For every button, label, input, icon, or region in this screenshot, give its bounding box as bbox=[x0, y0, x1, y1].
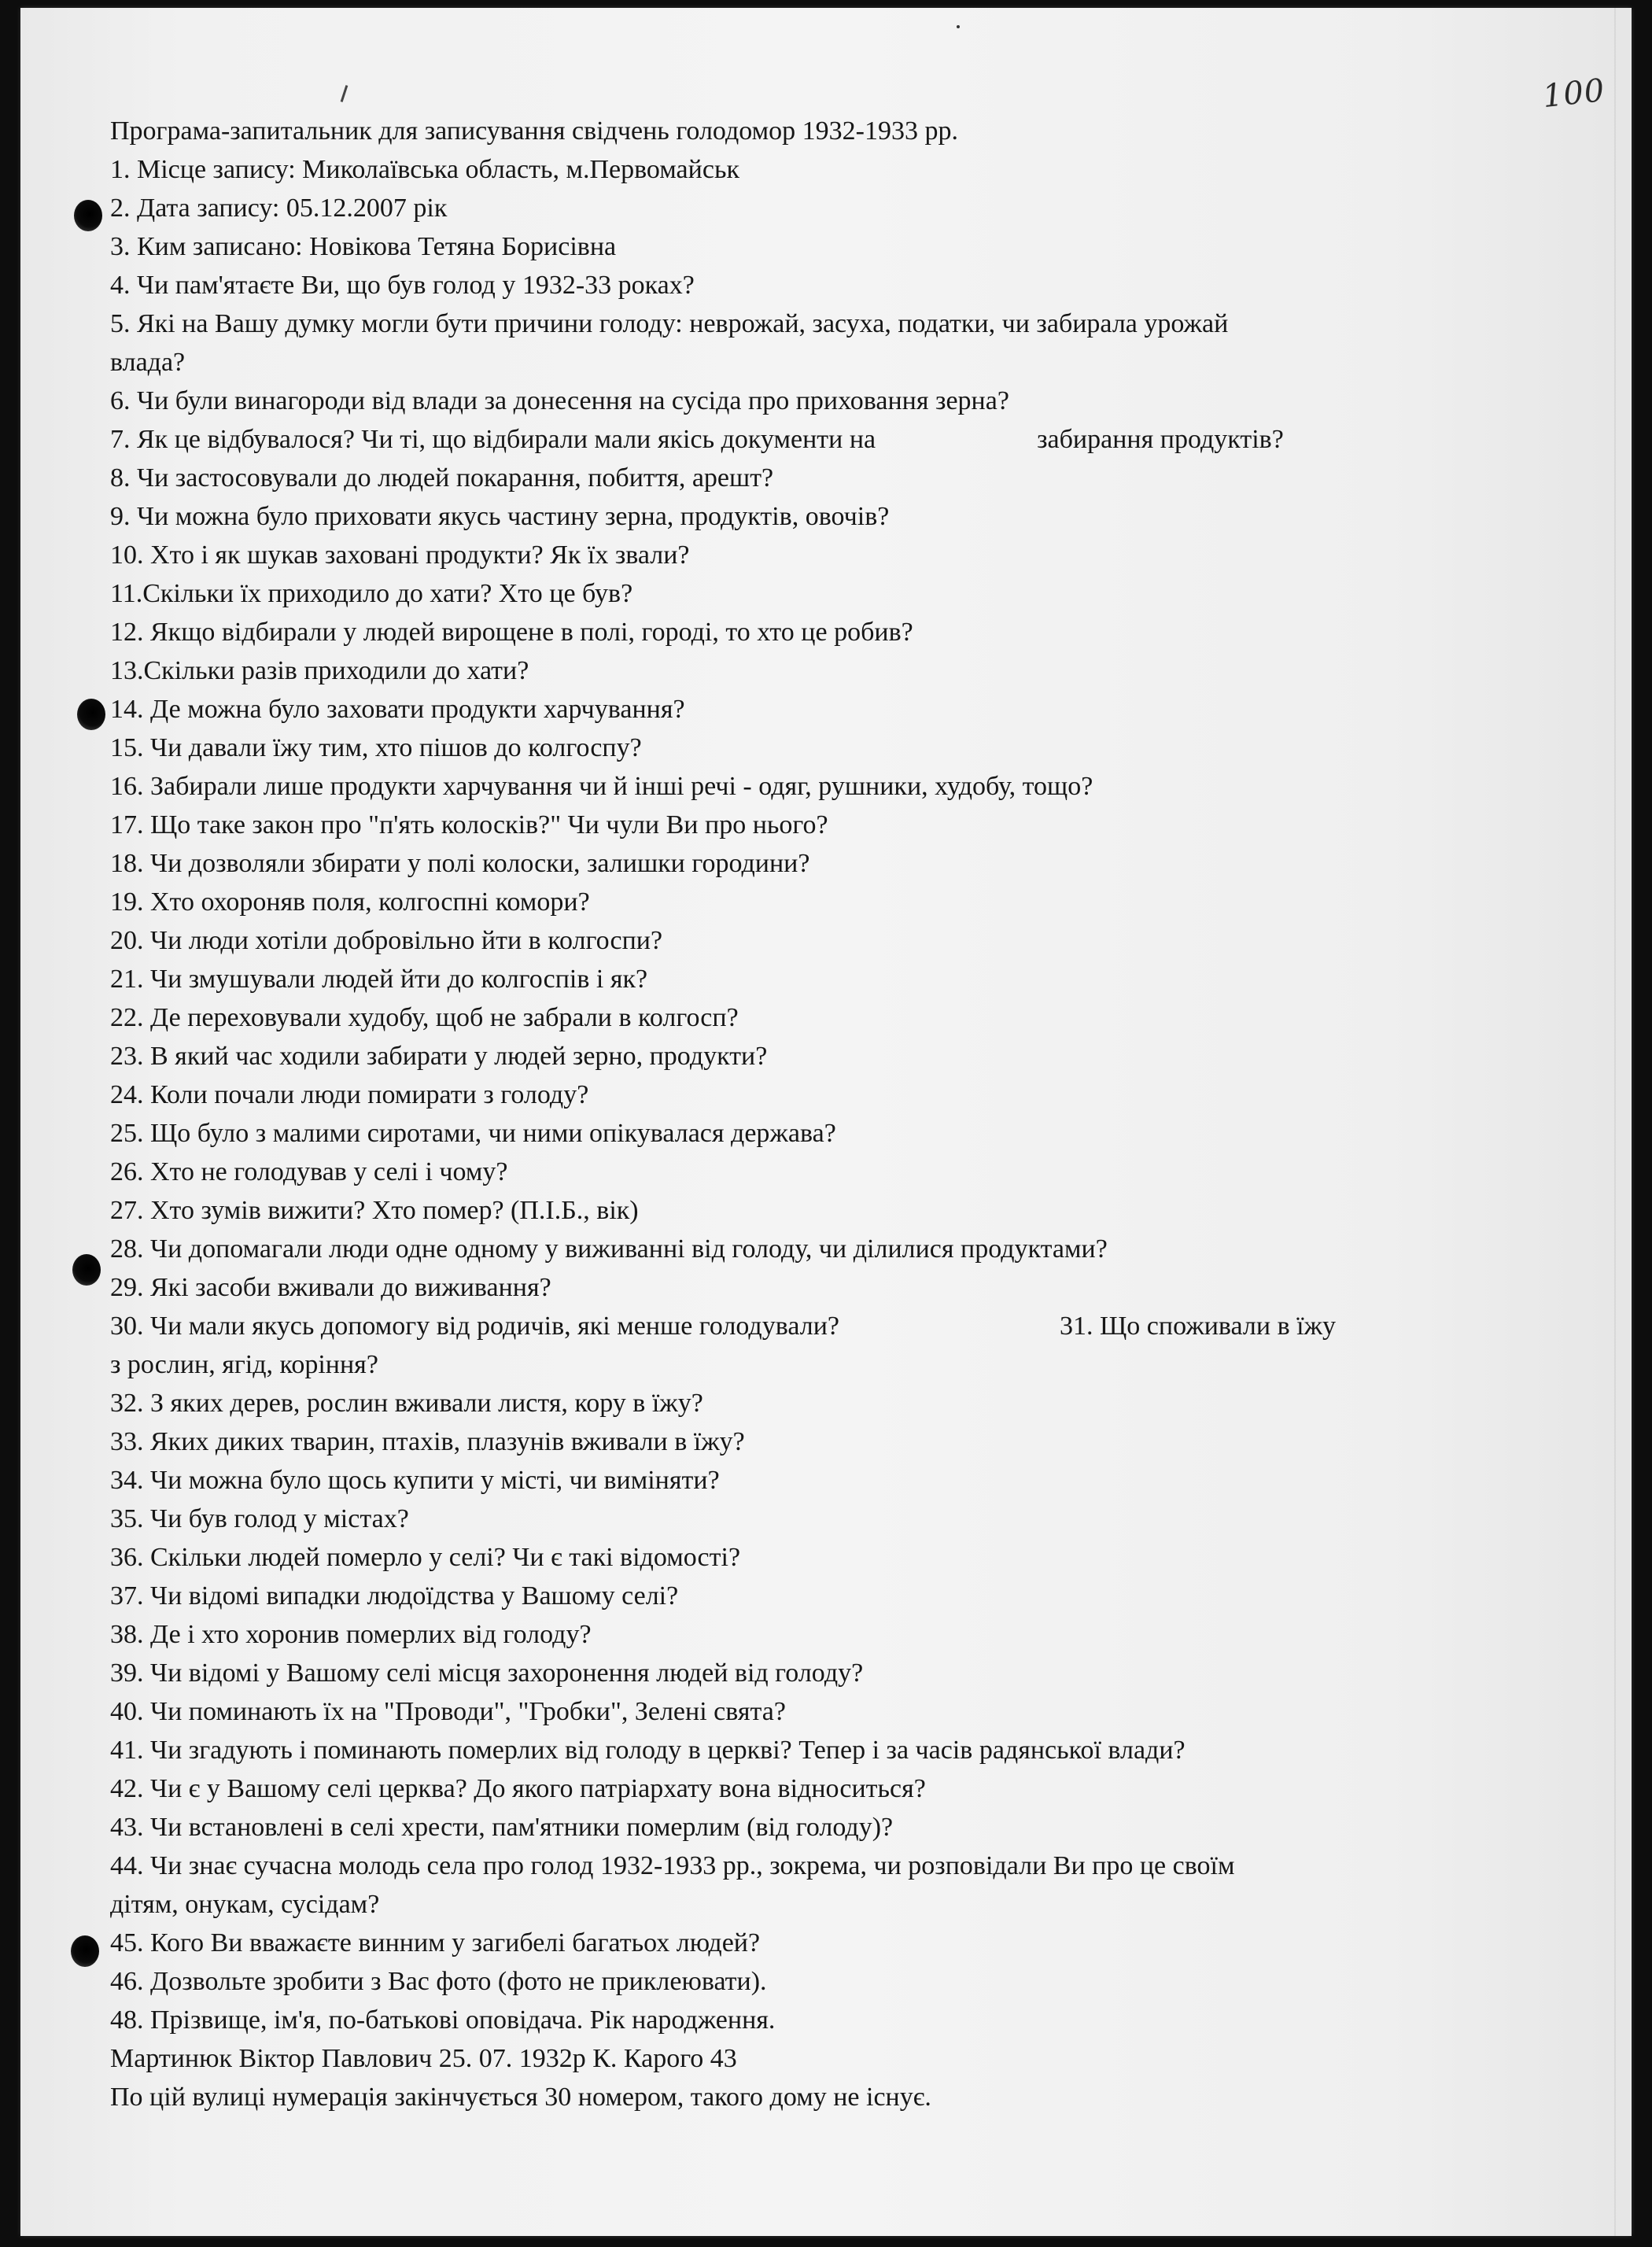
item-36: 36. Скільки людей померло у селі? Чи є такі відомості? bbox=[110, 1543, 741, 1572]
document-title: Програма-запитальник для записування свідчень голодомор 1932-1933 рр. bbox=[110, 116, 958, 146]
item-13: 13.Скільки разів приходили до хати? bbox=[110, 656, 529, 685]
item-20: 20. Чи люди хотіли добровільно йти в колгоспи? bbox=[110, 926, 663, 955]
handwritten-page-number: 100 bbox=[1540, 72, 1607, 116]
item-19: 19. Хто охороняв поля, колгоспні комори? bbox=[110, 887, 590, 917]
item-44-continued: дітям, онукам, сусідам? bbox=[110, 1890, 380, 1919]
item-40: 40. Чи поминають їх на "Проводи", "Гробки", Зелені свята? bbox=[110, 1697, 786, 1726]
item-30: 30. Чи мали якусь допомогу від родичів, які менше голодували? bbox=[110, 1312, 839, 1341]
item-8: 8. Чи застосовували до людей покарання, побиття, арешт? bbox=[110, 463, 774, 493]
questionnaire-text bbox=[110, 112, 1573, 2116]
item-37: 37. Чи відомі випадки людоїдства у Вашому селі? bbox=[110, 1581, 679, 1611]
item-45: 45. Кого Ви вважаєте винним у загибелі багатьох людей? bbox=[110, 1928, 761, 1957]
sheet-edge-shadow bbox=[1614, 8, 1616, 2236]
document-sheet bbox=[20, 8, 1632, 2236]
item-4: 4. Чи пам'ятаєте Ви, що був голод у 1932-33 роках? bbox=[110, 271, 695, 300]
item-21: 21. Чи змушували людей йти до колгоспів і як? bbox=[110, 965, 648, 994]
item-17: 17. Що таке закон про "п'ять колосків?" Чи чули Ви про нього? bbox=[110, 810, 828, 839]
item-1: 1. Місце запису: Миколаївська область, м.Первомайськ bbox=[110, 155, 739, 184]
item-15: 15. Чи давали їжу тим, хто пішов до колгоспу? bbox=[110, 733, 642, 762]
item-42: 42. Чи є у Вашому селі церква? До якого патріархату вона відноситься? bbox=[110, 1774, 926, 1803]
item-7-row bbox=[110, 420, 1573, 459]
item-32: 32. З яких дерев, рослин вживали листя, кору в їжу? bbox=[110, 1389, 703, 1418]
item-30-row bbox=[110, 1307, 1573, 1345]
item-25: 25. Що було з малими сиротами, чи ними опікувалася держава? bbox=[110, 1119, 836, 1148]
item-7-continued: забирання продуктів? bbox=[1037, 425, 1284, 454]
narrator-answer: Мартинюк Віктор Павлович 25. 07. 1932р К. Карого 43 bbox=[110, 2044, 737, 2073]
item-24: 24. Коли почали люди помирати з голоду? bbox=[110, 1080, 589, 1109]
item-5: 5. Які на Вашу думку могли бути причини голоду: неврожай, засуха, податки, чи забирала урожай bbox=[110, 309, 1229, 338]
item-39: 39. Чи відомі у Вашому селі місця захоронення людей від голоду? bbox=[110, 1658, 864, 1688]
item-12: 12. Якщо відбирали у людей вирощене в полі, городі, то хто це робив? bbox=[110, 618, 913, 647]
item-7: 7. Як це відбувалося? Чи ті, що відбирали мали якісь документи на bbox=[110, 425, 876, 454]
item-44: 44. Чи знає сучасна молодь села про голод 1932-1933 рр., зокрема, чи розповідали Ви про це своїм bbox=[110, 1851, 1235, 1880]
item-3: 3. Ким записано: Новікова Тетяна Борисівна bbox=[110, 232, 617, 261]
item-11: 11.Скільки їх приходило до хати? Хто це був? bbox=[110, 579, 633, 608]
item-38: 38. Де і хто хоронив померлих від голоду? bbox=[110, 1620, 592, 1649]
punch-hole-1 bbox=[74, 200, 102, 231]
item-33: 33. Яких диких тварин, птахів, плазунів вживали в їжу? bbox=[110, 1427, 745, 1456]
item-18: 18. Чи дозволяли збирати у полі колоски, залишки городини? bbox=[110, 849, 810, 878]
item-29: 29. Які засоби вживали до виживання? bbox=[110, 1273, 551, 1302]
item-2: 2. Дата запису: 05.12.2007 рік bbox=[110, 194, 448, 223]
item-23: 23. В який час ходили забирати у людей зерно, продукти? bbox=[110, 1042, 768, 1071]
item-10: 10. Хто і як шукав заховані продукти? Як їх звали? bbox=[110, 541, 690, 570]
item-31: 31. Що споживали в їжу bbox=[1059, 1312, 1337, 1341]
address-note: По цій вулиці нумерація закінчується 30 номером, такого дому не існує. bbox=[110, 2083, 931, 2112]
item-6: 6. Чи були винагороди від влади за донесення на сусіда про приховання зерна? bbox=[110, 386, 1009, 415]
item-16: 16. Забирали лише продукти харчування чи й інші речі - одяг, рушники, худобу, тощо? bbox=[110, 772, 1093, 801]
item-14: 14. Де можна було заховати продукти харчування? bbox=[110, 695, 685, 724]
item-9: 9. Чи можна було приховати якусь частину зерна, продуктів, овочів? bbox=[110, 502, 890, 531]
stray-pen-mark bbox=[341, 85, 348, 102]
item-31-continued: з рослин, ягід, коріння? bbox=[110, 1350, 378, 1379]
item-34: 34. Чи можна було щось купити у місті, чи виміняти? bbox=[110, 1466, 720, 1495]
item-46: 46. Дозвольте зробити з Вас фото (фото не приклеювати). bbox=[110, 1967, 767, 1996]
item-48: 48. Прізвище, ім'я, по-батькові оповідача. Рік народження. bbox=[110, 2005, 776, 2035]
punch-hole-4 bbox=[71, 1935, 99, 1967]
punch-hole-2 bbox=[77, 699, 105, 730]
stray-dot-mark bbox=[957, 25, 960, 28]
item-43: 43. Чи встановлені в селі хрести, пам'ятники померлим (від голоду)? bbox=[110, 1813, 894, 1842]
item-26: 26. Хто не голодував у селі і чому? bbox=[110, 1157, 508, 1186]
item-28: 28. Чи допомагали люди одне одному у виживанні від голоду, чи ділилися продуктами? bbox=[110, 1234, 1108, 1264]
item-35: 35. Чи був голод у містах? bbox=[110, 1504, 409, 1533]
punch-hole-3 bbox=[72, 1254, 101, 1286]
item-22: 22. Де переховували худобу, щоб не забрали в колгосп? bbox=[110, 1003, 739, 1032]
item-5-continued: влада? bbox=[110, 348, 186, 377]
item-27: 27. Хто зумів вижити? Хто помер? (П.І.Б., вік) bbox=[110, 1196, 639, 1225]
item-41: 41. Чи згадують і поминають померлих від голоду в церкві? Тепер і за часів радянської влади? bbox=[110, 1736, 1186, 1765]
